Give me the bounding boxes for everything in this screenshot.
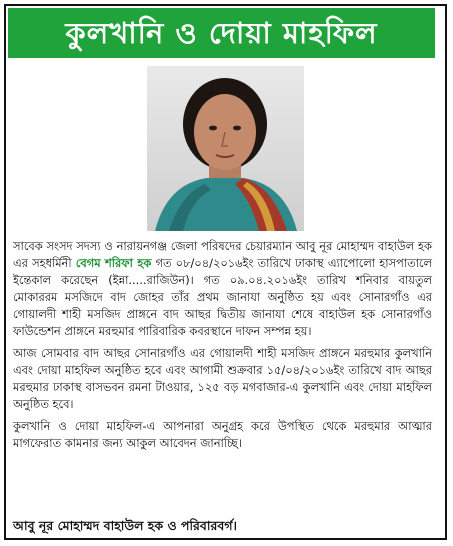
paragraph-invitation: কুলখানি ও দোয়া মাহফিল-এ আপনারা অনুগ্রহ করে উপস্থিত থেকে মরহুমার আত্মার মাগফেরাত কামনার জন্য আকুল আবেদন জানাচ্ছি।: [13, 419, 432, 450]
portrait-illustration: [147, 66, 304, 231]
notice-title-banner: [8, 8, 435, 58]
paragraph-announcement: [13, 238, 432, 340]
notice-body: [13, 238, 432, 457]
paragraph-event-details: আজ সোমবার বাদ আছর সোনারগাঁও এর গোয়ালদী শাহী মসজিদ প্রাঙ্গনে মরহুমার কুলখানি এবং দোয়া মাহফিল অনুষ্ঠিত হবে এবং আগামী শুক্রবার ১৫/০৪/২০১৬ইং তারিখে বাদ আছর মরহুমার ঢাকাস্থ বাসভবন রমনা টাওয়ার, ১২৫ বড় মগবাজার-এ কুলখানি এবং দোয়া মাহফিল অনুষ্ঠিত হবে।: [13, 346, 432, 411]
deceased-name: বেগম শরিফা হক: [75, 256, 152, 270]
paragraph-1-rest: গত ০৮/০৪/২০১৬ইং তারিখে ঢাকাস্থ এ্যাপোলো হাসপাতালে ইন্তেকাল করেছেন (ইন্না.....রাজিউন)। গত ০৯.০৪.২০১৬ইং তারিখ শনিবার বায়তুল মোকাররম মসজিদে বাদ জোহর তাঁর প্রথম জানাযা অনুষ্ঠিত হয় এবং সোনারগাঁও এর গোয়ালদী শাহী মসজিদ প্রাঙ্গনে বাদ আছর দ্বিতীয় জানাযা শেষে বাহাউল হক সোনারগাঁও ফাউন্ডেশন প্রাঙ্গনে মরহুমার পারিবারিক কবরস্থানে দাফন সম্পন্ন হয়।: [13, 256, 432, 338]
signature: আবু নূর মোহাম্মদ বাহাউল হক ও পরিবারবর্গ।: [13, 518, 238, 533]
notice-title: কুলখানি ও দোয়া মাহফিল: [65, 15, 378, 50]
portrait-photo: [147, 66, 304, 231]
paragraph-1-lead: সাবেক সংসদ সদস্য ও নারায়নগঞ্জ জেলা পরিষদের চেয়ারম্যান আবু নূর মোহাম্মদ বাহাউল হক এর সহধর্মিনী: [13, 239, 432, 270]
